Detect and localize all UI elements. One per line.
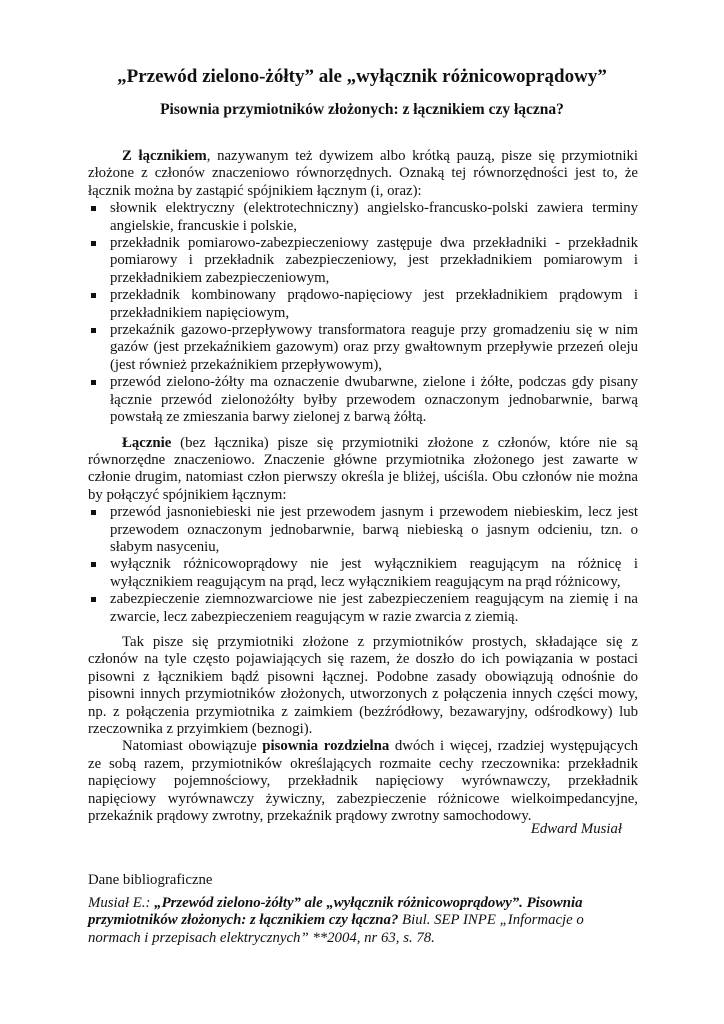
section3-p2-before: Natomiast obowiązuje [122,738,263,755]
list-item: przewód zielono-żółty ma oznaczenie dwubarwne, zielone i żółte, podczas gdy pisany łącznie przewód zielonożółty byłby przewodem oznaczonym jednobarwnie, barwą powstałą ze zmieszania barwy zielonej z barwą żółtą. [110,374,638,426]
section1-list [88,200,638,426]
section3-p2-bold: pisownia rozdzielna [262,738,390,755]
list-item: przekładnik pomiarowo-zabezpieczeniowy zastępuje dwa przekładniki - przekładnik pomiarowy i przekładnik zabezpieczeniowy, jest przekładnikiem pomiarowym i przekładnikiem zabezpieczeniowym, [110,235,638,286]
bibliography-suffix: Biul. SEP INPE „Informacje o normach i przepisach elektrycznych” **2004, nr 63, s. 78. [88,912,584,946]
bibliography-title: „Przewód zielono-żółty” ale „wyłącznik różnicowoprądowy”. Pisownia przymiotników złożonych: z łącznikiem czy łączna? [88,895,583,929]
section2-lead-text: (bez łącznika) pisze się przymiotniki złożone z członów, które nie są równorzędne znaczeniowo. Znaczenie główne przymiotnika złożonego jest zawarte w członie drugim, natomiast człon pierwszy określa je bliżej, uściśla. Obu członów nie można by połączyć spójnikiem łącznym: [88,434,638,503]
section3-paragraph-2 [88,738,638,825]
section2-intro [88,435,638,505]
section1-lead-text: , nazywanym też dywizem albo krótką pauzą, pisze się przymiotniki złożone z członów znaczeniowo równorzędnych. Oznaką tej równorzędności jest to, że łącznik można by zastąpić spójnikiem łącznym (i, oraz): [88,148,638,199]
section3-paragraph-1: Tak pisze się przymiotniki złożone z przymiotników prostych, składające się z członów na tyle często pojawiających się razem, że doszło do ich powiązania w postaci pisowni z łącznikiem bądź pisowni łącznej. Podobne zasady obowiązują odnośnie do pisowni innych przymiotników złożonych, utworzonych z połączenia innych części mowy, np. z połączenia przymiotnika z zaimkiem (bezźródłowy, bezawaryjny, odśrodkowy) lub rzeczownika z przyimkiem (beznogi). [88,633,638,737]
section3-p2-after: dwóch i więcej, rzadziej występujących ze sobą razem, przymiotników określających rozmaite cechy rzeczownika: przekładnik napięciowy pojemnościowy, przekładnik napięciowy wyrównawczy, przekładnik napięciowy wyrównawczy żywiczny, zabezpieczenie różnicowe wielkoimpedancyjne, przekaźnik prądowy zwrotny, przekaźnik prądowy zwrotny samochodowy. [88,738,638,825]
section2-list [88,504,638,626]
section1-lead-bold: Z łącznikiem [122,148,207,164]
document-subtitle: Pisownia przymiotników złożonych: z łącznikiem czy łączna? [160,101,564,118]
author-signature: Edward Musiał [530,821,622,837]
list-item: przekaźnik gazowo-przepływowy transformatora reaguje przy gromadzeniu się w nim gazów (jest przekaźnikiem gazowym) oraz przy gwałtownym przepływie przezeń oleju (jest również przekaźnikiem przepływowym), [110,322,638,373]
section1-intro [88,148,638,200]
bibliography-entry [88,895,638,947]
list-item: zabezpieczenie ziemnozwarciowe nie jest zabezpieczeniem reagującym na ziemię i na zwarcie, lecz zabezpieczeniem reagującym w razie zwarcia z ziemią. [110,591,638,625]
list-item: przekładnik kombinowany prądowo-napięciowy jest przekładnikiem prądowym i przekładnikiem napięciowym, [110,287,638,321]
document-body [88,148,638,825]
section2-lead-bold: Łącznie [122,434,172,451]
list-item: słownik elektryczny (elektrotechniczny) angielsko-francusko-polski zawiera terminy angielskie, francuskie i polskie, [110,200,638,234]
bibliography-prefix: Musiał E.: [88,895,155,911]
list-item: przewód jasnoniebieski nie jest przewodem jasnym i przewodem niebieskim, lecz jest przewodem oznaczonym jednobarwnie, barwą niebieską o jasnym odcieniu, tzn. o słabym nasyceniu, [110,504,638,555]
bibliography-label: Dane bibliograficzne [88,872,213,888]
document-title: „Przewód zielono-żółty” ale „wyłącznik różnicowoprądowy” [117,66,607,87]
list-item: wyłącznik różnicowoprądowy nie jest wyłącznikiem reagującym na różnicę i wyłącznikiem reagującym na prąd, lecz wyłącznikiem reagującym na prąd różnicowy, [110,556,638,590]
